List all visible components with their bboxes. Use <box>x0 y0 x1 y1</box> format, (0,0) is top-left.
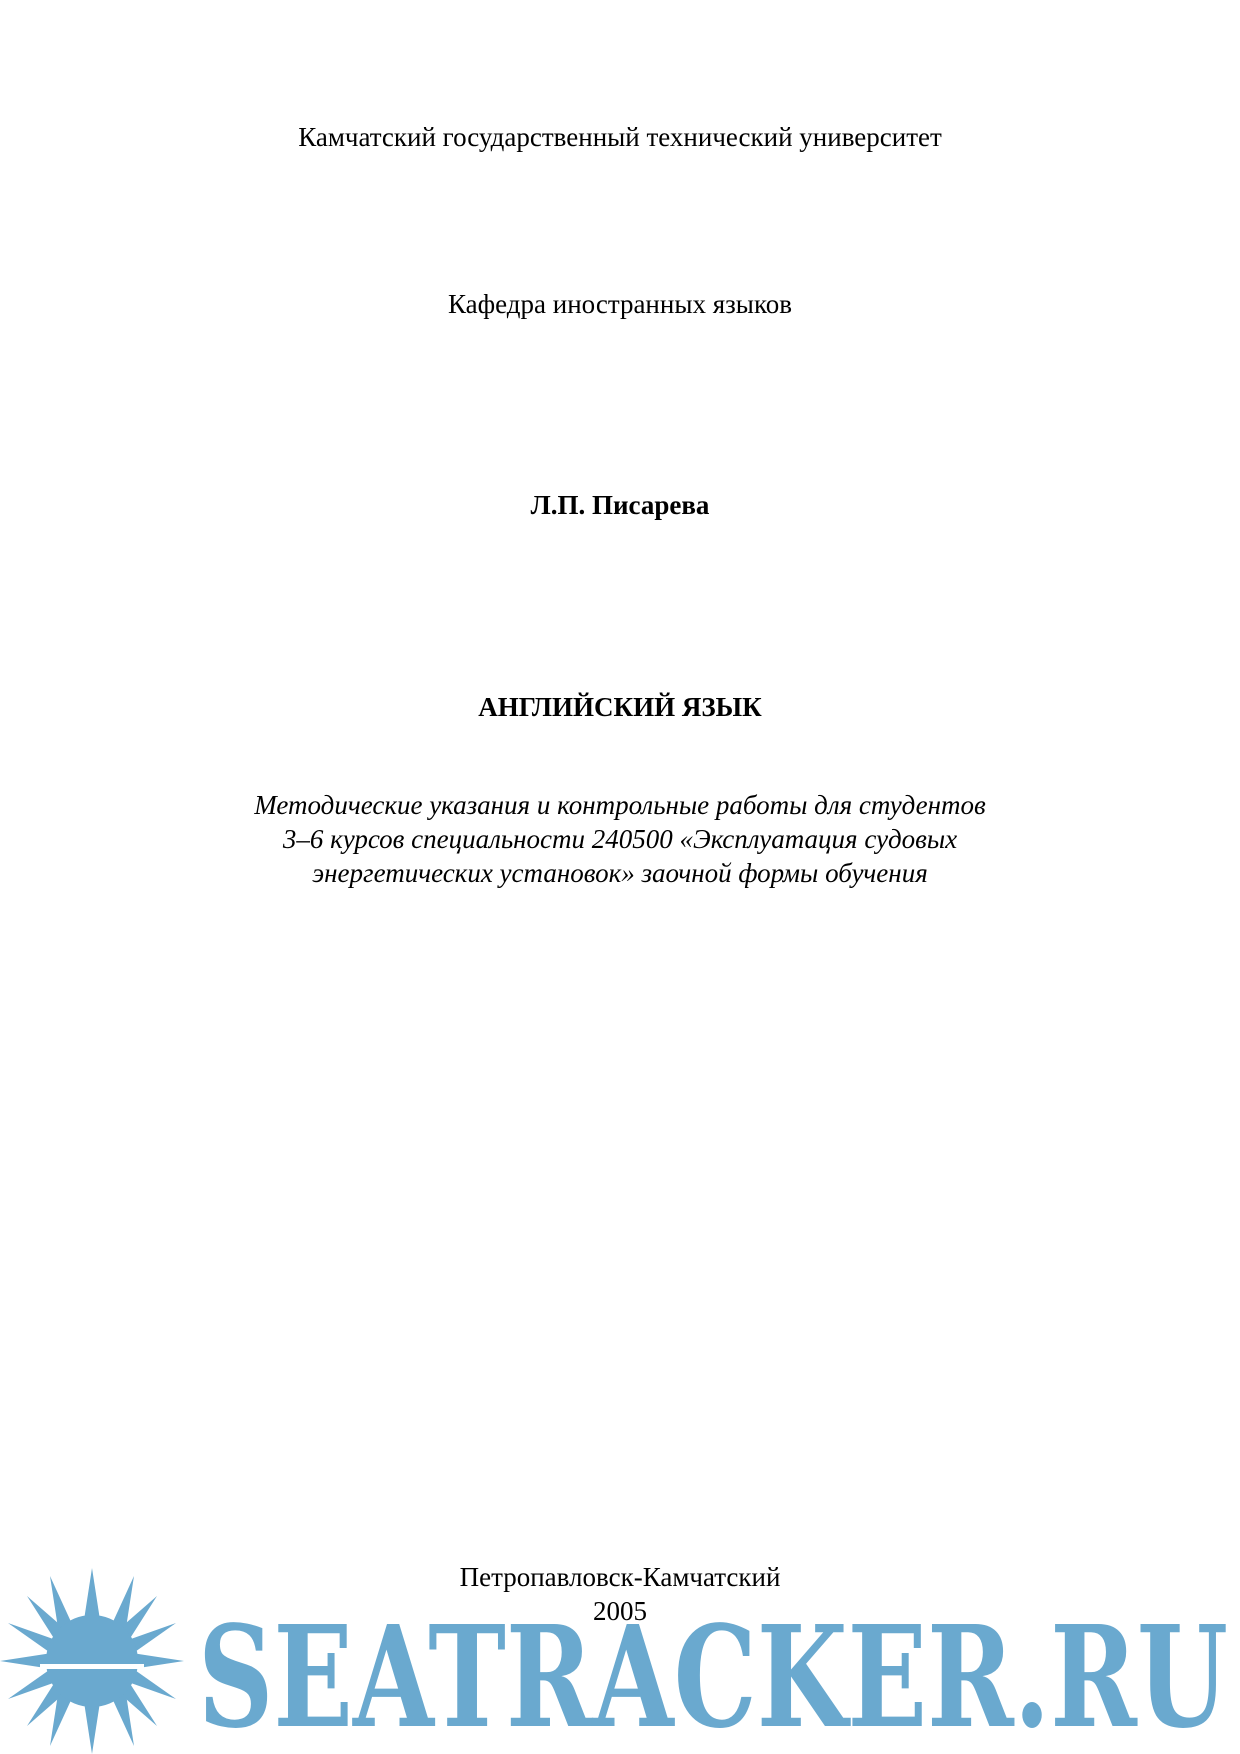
watermark-logo <box>0 1568 1240 1754</box>
publication-city: Петропавловск-Камчатский <box>459 1562 781 1592</box>
subtitle-line: 3–6 курсов специальности 240500 «Эксплуатация судовых <box>282 824 958 854</box>
university-name: Камчатский государственный технический университет <box>298 122 942 152</box>
author-name: Л.П. Писарева <box>530 490 710 520</box>
department-name: Кафедра иностранных языков <box>448 289 792 319</box>
sun-icon <box>0 1568 184 1754</box>
publication-year: 2005 <box>593 1596 647 1626</box>
subtitle-line: энергетических установок» заочной формы обучения <box>312 858 928 888</box>
document-subtitle <box>0 788 1240 890</box>
watermark-text: SEATRACKER.RU <box>198 1596 1228 1754</box>
subtitle-line: Методические указания и контрольные работы для студентов <box>254 790 986 820</box>
document-title: АНГЛИЙСКИЙ ЯЗЫК <box>478 692 762 722</box>
